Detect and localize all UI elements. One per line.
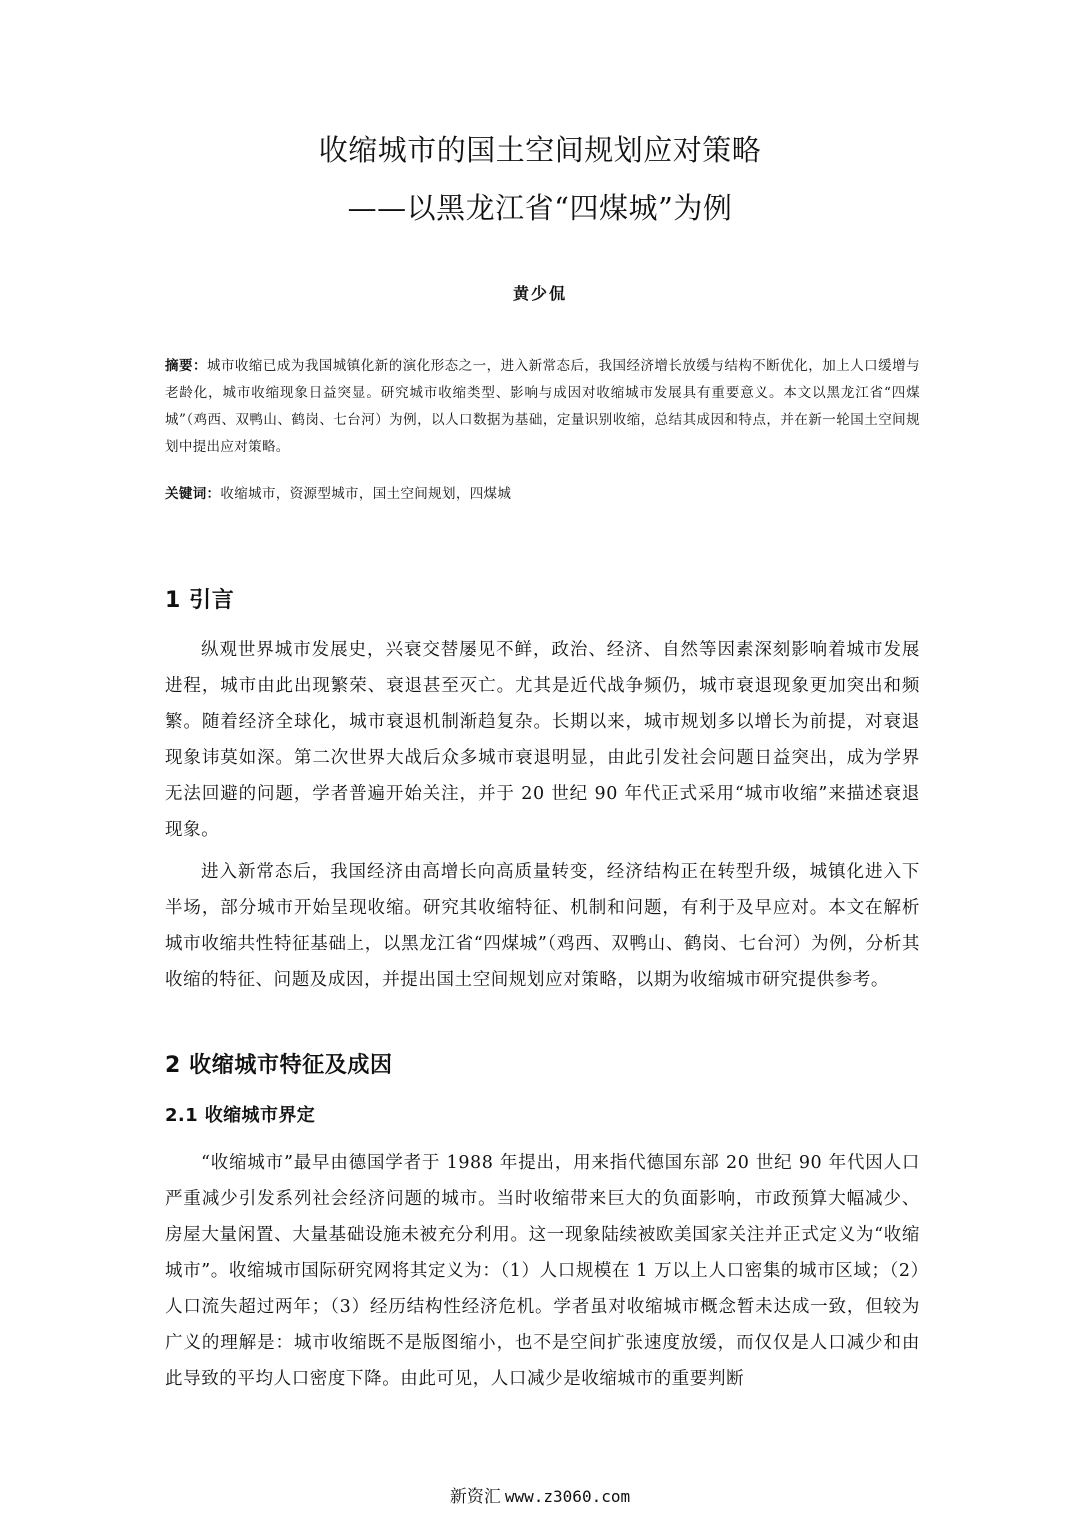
page-footer [0,1484,1080,1510]
subsection-heading-definition: 2.1 收缩城市界定 [165,1105,316,1126]
keywords-label: 关键词： [165,486,221,502]
abstract-label: 摘要： [165,358,207,374]
section-heading-shrinking-cities: 2 收缩城市特征及成因 [165,1053,393,1078]
footer-site: www.z3060.com [504,1487,631,1506]
author-name: 黄少侃 [512,284,567,303]
keywords-text: 收缩城市，资源型城市，国土空间规划，四煤城 [220,486,512,502]
body-paragraph: 纵观世界城市发展史，兴衰交替屡见不鲜，政治、经济、自然等因素深刻影响着城市发展进程，城市由此出现繁荣、衰退甚至灭亡。尤其是近代战争频仍，城市衰退现象更加突出和频繁。随着经济全球化，城市衰退机制渐趋复杂。长期以来，城市规划多以增长为前提，对衰退现象讳莫如深。第二次世界大战后众多城市衰退明显，由此引发社会问题日益突出，成为学界无法回避的问题，学者普遍开始关注，并于 20 世纪 90 年代正式采用“城市收缩”来描述衰退现象。 [165,640,920,840]
paper-title: 收缩城市的国土空间规划应对策略 [318,133,762,167]
body-paragraph: “收缩城市”最早由德国学者于 1988 年提出，用来指代德国东部 20 世纪 90 年代因人口严重减少引发系列社会经济问题的城市。当时收缩带来巨大的负面影响，市政预算大幅减少、房屋大量闲置、大量基础设施未被充分利用。这一现象陆续被欧美国家关注并正式定义为“收缩城市”。收缩城市国际研究网将其定义为：（1）人口规模在 1 万以上人口密集的城市区域；（2）人口流失超过两年；（3）经历结构性经济危机。学者虽对收缩城市概念暂未达成一致，但较为广义的理解是：城市收缩既不是版图缩小，也不是空间扩张速度放缓，而仅仅是人口减少和由此导致的平均人口密度下降。由此可见，人口减少是收缩城市的重要判断 [165,1153,920,1389]
keywords [165,481,920,508]
paper-subtitle: ——以黑龙江省“四煤城”为例 [347,191,733,225]
abstract [165,353,920,461]
body-paragraph: 进入新常态后，我国经济由高增长向高质量转变，经济结构正在转型升级，城镇化进入下半场，部分城市开始呈现收缩。研究其收缩特征、机制和问题，有利于及早应对。本文在解析城市收缩共性特征基础上，以黑龙江省“四煤城”（鸡西、双鸭山、鹤岗、七台河）为例，分析其收缩的特征、问题及成因，并提出国土空间规划应对策略，以期为收缩城市研究提供参考。 [165,862,920,990]
section-heading-introduction: 1 引言 [165,588,235,613]
abstract-text: 城市收缩已成为我国城镇化新的演化形态之一，进入新常态后，我国经济增长放缓与结构不断优化，加上人口缓增与老龄化，城市收缩现象日益突显。研究城市收缩类型、影响与成因对收缩城市发展具有重要意义。本文以黑龙江省“四煤城”（鸡西、双鸭山、鹤岗、七台河）为例，以人口数据为基础，定量识别收缩，总结其成因和特点，并在新一轮国土空间规划中提出应对策略。 [165,358,920,455]
footer-brand: 新资汇 [449,1487,501,1507]
